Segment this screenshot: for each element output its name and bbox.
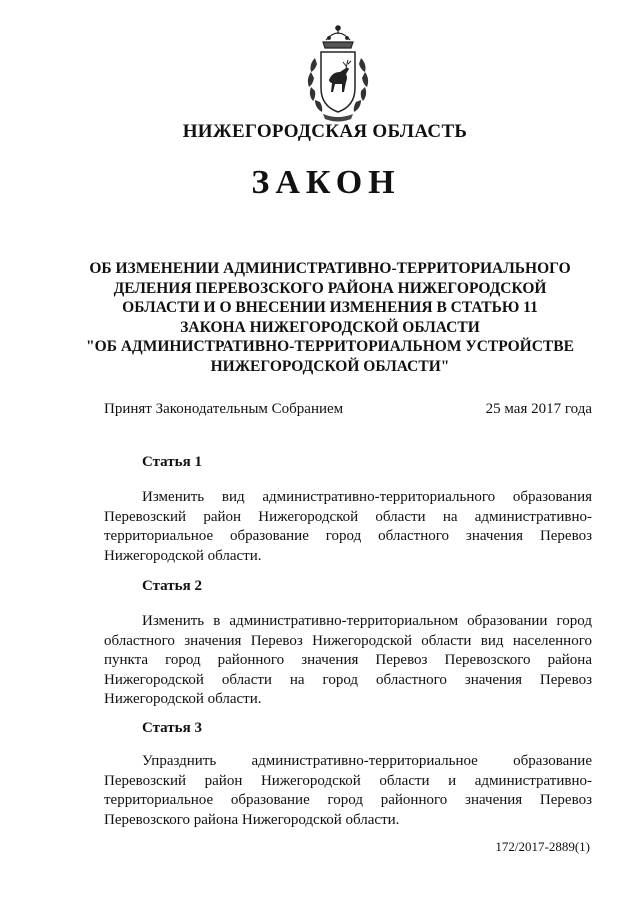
article-2-heading: Статья 2: [142, 578, 202, 594]
adoption-date: 25 мая 2017 года: [485, 401, 592, 417]
law-title: [60, 259, 600, 376]
document-type-heading: ЗАКОН: [251, 164, 401, 201]
law-title-line: НИЖЕГОРОДСКОЙ ОБЛАСТИ": [210, 357, 450, 375]
law-title-line: ОБ ИЗМЕНЕНИИ АДМИНИСТРАТИВНО-ТЕРРИТОРИАЛЬНОГО: [89, 260, 571, 277]
article-3-text: [104, 752, 592, 830]
adoption-line: [104, 401, 592, 418]
article-paragraph: Изменить вид административно-территориального образования Перевозский район Нижегородской области на административно-территориальное образование город областного значения Перевоз Нижегородской области.: [104, 489, 592, 564]
law-title-line: "ОБ АДМИНИСТРАТИВНО-ТЕРРИТОРИАЛЬНОМ УСТРОЙСТВЕ: [86, 338, 574, 355]
article-paragraph: Упразднить административно-территориальное образование Перевозский район Нижегородской области и административно-территориальное образование город районного значения Перевоз Перевозского района Нижегородской области.: [104, 753, 592, 828]
law-title-line: ОБЛАСТИ И О ВНЕСЕНИИ ИЗМЕНЕНИЯ В СТАТЬЮ 11: [122, 299, 538, 316]
coat-of-arms-emblem: [293, 20, 383, 130]
law-title-line: ЗАКОНА НИЖЕГОРОДСКОЙ ОБЛАСТИ: [180, 318, 480, 336]
law-title-line: ДЕЛЕНИЯ ПЕРЕВОЗСКОГО РАЙОНА НИЖЕГОРОДСКОЙ: [113, 279, 547, 297]
region-heading: НИЖЕГОРОДСКАЯ ОБЛАСТЬ: [182, 121, 468, 142]
article-2-text: [104, 612, 592, 710]
article-1-text: [104, 488, 592, 566]
document-number: 172/2017-2889(1): [495, 839, 590, 854]
article-1-heading: Статья 1: [142, 454, 202, 470]
article-3-heading: Статья 3: [142, 720, 202, 736]
adopted-by: Принят Законодательным Собранием: [104, 401, 344, 417]
article-paragraph: Изменить в административно-территориальном образовании город областного значения Перевоз Нижегородской области вид населенного пункта город районного значения Перевоз Перевозского района Нижегородской области на город областного значения Перевоз Нижегородской области.: [104, 613, 592, 708]
